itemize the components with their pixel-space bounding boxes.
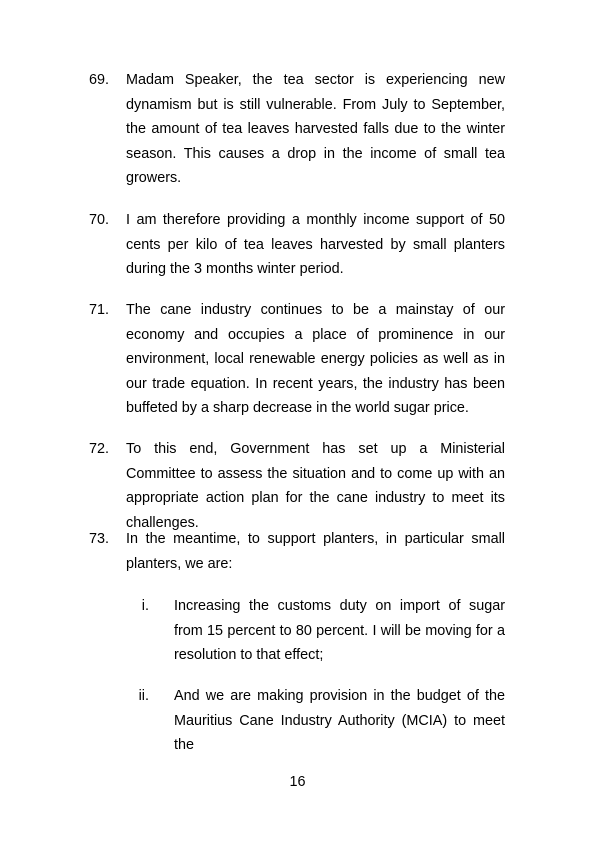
paragraph-72 bbox=[89, 437, 505, 535]
paragraph-number: 71. bbox=[89, 302, 110, 318]
paragraph-text: To this end, Government has set up a Ministerial Committee to assess the situation and to come up with an appropriate action plan for the cane industry to meet its challenges. bbox=[126, 441, 505, 531]
page-number: 16 bbox=[289, 774, 306, 790]
sub-item-number: i. bbox=[141, 598, 149, 614]
sub-item-text: Increasing the customs duty on import of sugar from 15 percent to 80 percent. I will be moving for a resolution to that effect; bbox=[174, 598, 505, 664]
paragraph-number: 73. bbox=[89, 531, 110, 547]
paragraph-text: The cane industry continues to be a mainstay of our economy and occupies a place of prominence in our environment, local renewable energy policies as well as in our trade equation. In recent years, the industry has been buffeted by a sharp decrease in the world sugar price. bbox=[126, 302, 505, 417]
paragraph-text: I am therefore providing a monthly income support of 50 cents per kilo of tea leaves harvested by small planters during the 3 months winter period. bbox=[126, 212, 505, 278]
paragraph-73 bbox=[89, 527, 505, 576]
paragraph-71 bbox=[89, 298, 505, 421]
paragraph-70 bbox=[89, 208, 505, 282]
sub-item-text: And we are making provision in the budget of the Mauritius Cane Industry Authority (MCIA) to meet the bbox=[174, 688, 505, 754]
paragraph-text: In the meantime, to support planters, in particular small planters, we are: bbox=[126, 531, 505, 572]
sub-item-ii bbox=[125, 684, 505, 758]
sub-item-number: ii. bbox=[138, 688, 149, 704]
sub-item-i bbox=[125, 594, 505, 668]
paragraph-number: 72. bbox=[89, 441, 110, 457]
paragraph-69 bbox=[89, 68, 505, 191]
paragraph-text: Madam Speaker, the tea sector is experiencing new dynamism but is still vulnerable. From July to September, the amount of tea leaves harvested falls due to the winter season. This causes a drop in the income of small tea growers. bbox=[126, 72, 505, 187]
paragraph-number: 70. bbox=[89, 212, 110, 228]
paragraph-number: 69. bbox=[89, 72, 110, 88]
